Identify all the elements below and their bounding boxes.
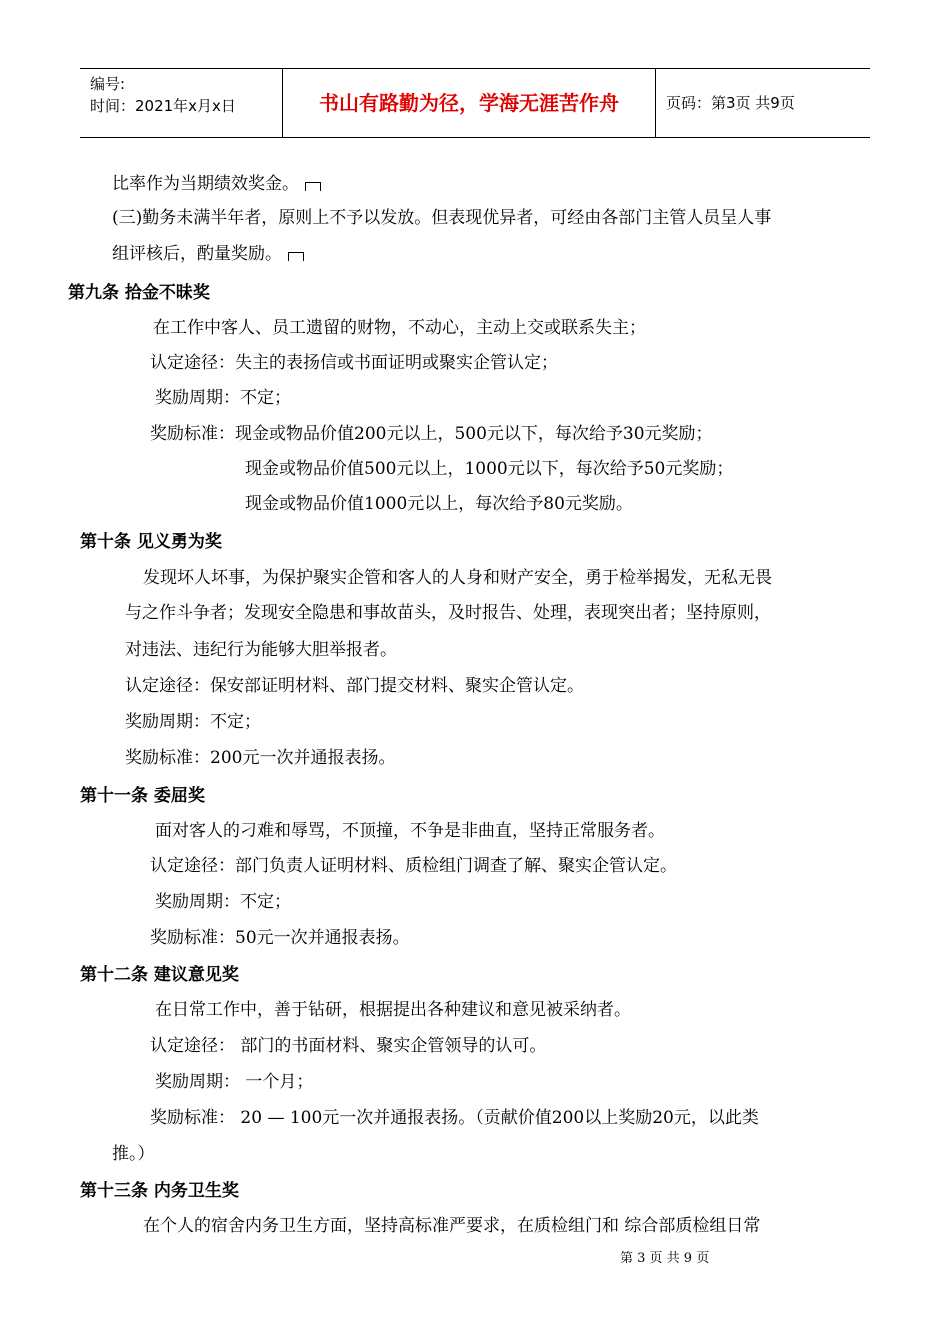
body-line: 面对客人的刁难和辱骂，不顶撞，不争是非曲直，坚持正常服务者。 [155, 821, 665, 841]
paragraph-mark-icon [288, 252, 304, 261]
document-number-label: 编号: [90, 75, 126, 93]
body-line: (三)勤务未满半年者，原则上不予以发放。但表现优异者，可经由各部门主管人员呈人事 [112, 208, 772, 228]
body-line: 现金或物品价值1000元以上，每次给予80元奖励。 [245, 494, 633, 514]
body-line: 奖励周期：不定； [155, 892, 291, 912]
body-line: 认定途径： 部门的书面材料、聚实企管领导的认可。 [150, 1036, 547, 1056]
header-left [90, 73, 236, 117]
body-line: 奖励标准：200元一次并通报表扬。 [125, 748, 396, 768]
body-line: 在工作中客人、员工遗留的财物，不动心，主动上交或联系失主； [153, 318, 646, 338]
body-line: 奖励周期：不定； [155, 388, 291, 408]
paragraph-mark-icon [305, 182, 321, 191]
body-line: 在日常工作中，善于钻研，根据提出各种建议和意见被采纳者。 [155, 1000, 631, 1020]
body-line: 奖励周期：不定； [125, 712, 261, 732]
article-heading: 第九条 拾金不昧奖 [68, 283, 210, 303]
body-line: 奖励标准：50元一次并通报表扬。 [150, 928, 410, 948]
document-time-label: 时间：2021年x月x日 [90, 97, 236, 115]
body-line: 奖励周期： 一个月； [155, 1072, 314, 1092]
page-header [80, 68, 870, 138]
article-heading: 第十条 见义勇为奖 [80, 532, 222, 552]
body-line: 比率作为当期绩效奖金。 [112, 172, 321, 196]
body-line: 奖励标准： 20 — 100元一次并通报表扬。（贡献价值200以上奖励20元，以此类 [150, 1108, 759, 1128]
body-line: 推。） [112, 1144, 155, 1164]
body-line: 认定途径：部门负责人证明材料、质检组门调查了解、聚实企管认定。 [150, 856, 677, 876]
header-divider [655, 69, 656, 137]
article-heading: 第十三条 内务卫生奖 [80, 1181, 239, 1201]
body-line: 在个人的宿舍内务卫生方面，坚持高标准严要求，在质检组门和 综合部质检组日常 [143, 1216, 761, 1236]
page-footer: 第 3 页 共 9 页 [620, 1251, 710, 1266]
article-heading: 第十一条 委屈奖 [80, 786, 205, 806]
body-line: 奖励标准：现金或物品价值200元以上，500元以下，每次给予30元奖励； [150, 424, 713, 444]
body-line: 与之作斗争者；发现安全隐患和事故苗头，及时报告、处理，表现突出者；坚持原则， [125, 603, 771, 623]
body-line: 现金或物品价值500元以上，1000元以下，每次给予50元奖励； [245, 459, 734, 479]
body-line: 发现坏人坏事，为保护聚实企管和客人的人身和财产安全，勇于检举揭发，无私无畏 [143, 568, 772, 588]
article-heading: 第十二条 建议意见奖 [80, 965, 239, 985]
header-page-number: 页码：第3页 共9页 [666, 94, 795, 112]
body-line: 对违法、违纪行为能够大胆举报者。 [125, 640, 397, 660]
header-motto: 书山有路勤为径，学海无涯苦作舟 [319, 91, 619, 115]
body-line: 认定途径：失主的表扬信或书面证明或聚实企管认定； [150, 353, 558, 373]
body-line: 组评核后，酌量奖励。 [112, 242, 304, 266]
body-line: 认定途径：保安部证明材料、部门提交材料、聚实企管认定。 [125, 676, 584, 696]
